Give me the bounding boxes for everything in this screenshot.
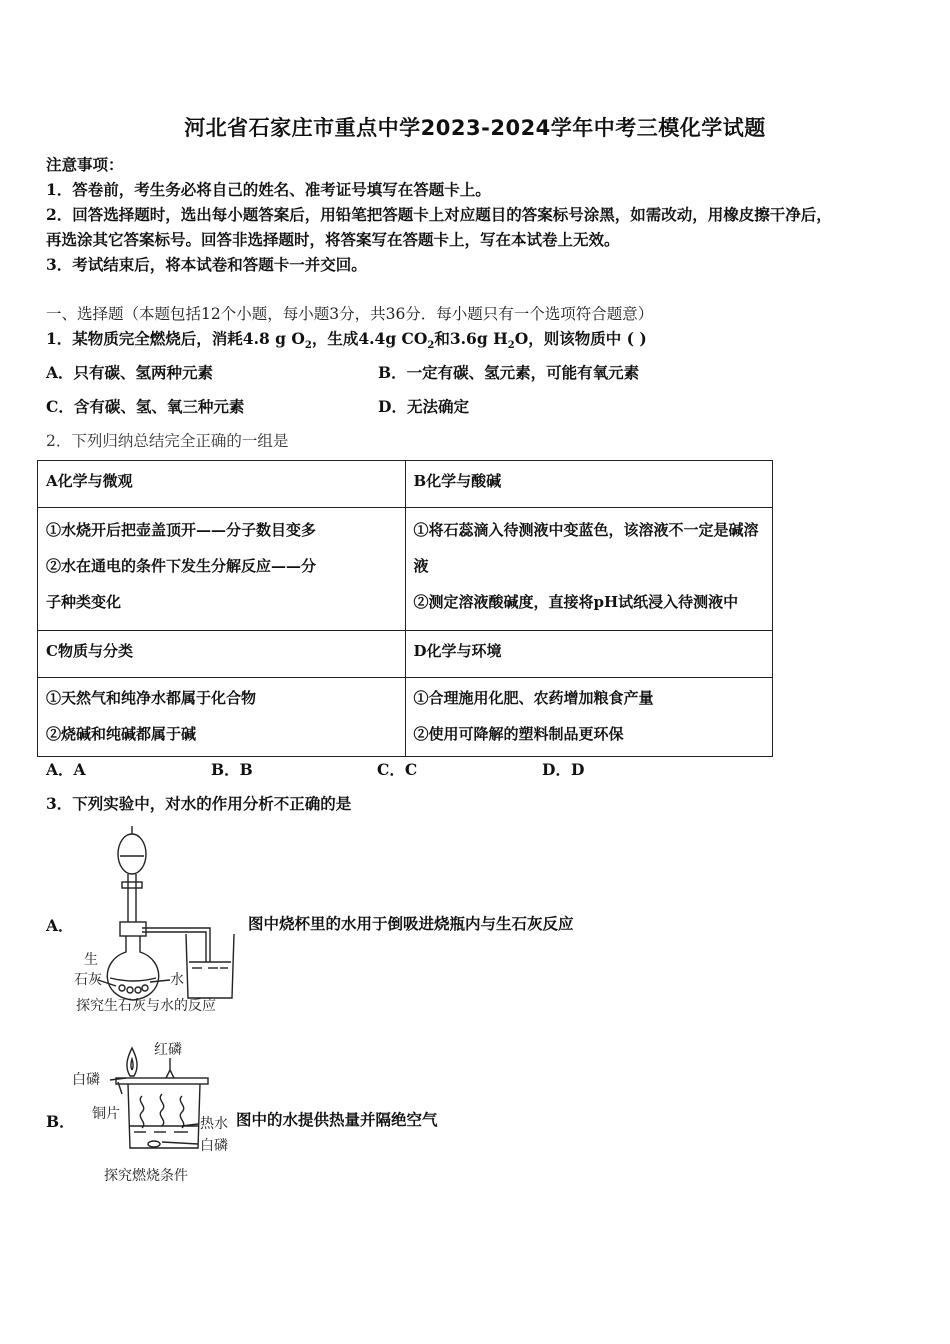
fig-a-label-sheng: 生 [84, 952, 98, 968]
fig-b-label-bailin-top: 白磷 [72, 1072, 100, 1088]
section-heading: 一、选择题（本题包括12个小题，每小题3分，共36分．每小题只有一个选项符合题意） [46, 305, 654, 323]
q3-stem: 3．下列实验中，对水的作用分析不正确的是 [46, 794, 352, 813]
q1-option-d: D．无法确定 [378, 397, 469, 416]
fig-b-label-bailin-bottom: 白磷 [200, 1138, 228, 1154]
q2-c-line-1: ①天然气和纯净水都属于化合物 [46, 689, 257, 707]
q2-b-line-1: ①将石蕊滴入待测液中变蓝色，该溶液不一定是碱溶 [413, 521, 759, 539]
q2-option-b: B．B [211, 760, 253, 779]
fig-a-label-shui: 水 [170, 972, 184, 988]
q2-a-line-2: ②水在通电的条件下发生分解反应——分 [46, 557, 317, 575]
notice-heading: 注意事项： [46, 155, 124, 174]
q3-option-b-label: B． [46, 1112, 75, 1131]
q2-cell-d-body [405, 678, 773, 757]
fig-a-label-shihui: 石灰 [74, 972, 102, 988]
q1-option-c: C．含有碳、氢、氧三种元素 [46, 397, 245, 416]
q3-figure-a-apparatus [70, 822, 250, 1018]
q2-a-line-1: ①水烧开后把壶盖顶开——分子数目变多 [46, 521, 317, 539]
q2-cell-a-body [38, 508, 406, 631]
q2-c-line-2: ②烧碱和纯碱都属于碱 [46, 725, 197, 743]
q2-cell-b-body [405, 508, 773, 631]
q1-option-b: B．一定有碳、氢元素，可能有氧元素 [378, 363, 640, 382]
notice-item-3: 3．考试结束后，将本试卷和答题卡一并交回。 [46, 255, 367, 274]
q2-cell-c-body [38, 678, 406, 757]
notice-item-2-cont: 再选涂其它答案标号。回答非选择题时，将答案写在答题卡上，写在本试卷上无效。 [46, 230, 620, 249]
notice-item-1: 1．答卷前，考生务必将自己的姓名、准考证号填写在答题卡上。 [46, 180, 491, 199]
q2-cell-c-head: C物质与分类 [38, 631, 406, 678]
fig-b-label-honglin: 红磷 [154, 1042, 182, 1058]
q1-stem: 1．某物质完全燃烧后，消耗4.8 g $O_2$，生成4.4g $CO_2$和3.6g $H_2O$，则该物质中 ( ) [46, 329, 647, 352]
q2-option-c: C．C [377, 760, 418, 779]
page-title: 河北省石家庄市重点中学2023-2024学年中考三模化学试题 [184, 116, 766, 140]
q3-figure-b-apparatus [70, 1036, 236, 1186]
q2-table [37, 460, 773, 757]
q2-b-line-2: 液 [413, 557, 429, 575]
q2-a-line-3: 子种类变化 [46, 593, 122, 611]
q2-cell-b-head: B化学与酸碱 [405, 461, 773, 508]
fig-a-caption: 探究生石灰与水的反应 [76, 998, 216, 1014]
q2-cell-d-head: D化学与环境 [405, 631, 773, 678]
q2-d-line-2: ②使用可降解的塑料制品更环保 [413, 725, 624, 743]
fig-b-caption: 探究燃烧条件 [104, 1168, 188, 1184]
q2-b-line-3: ②测定溶液酸碱度，直接将pH试纸浸入待测液中 [413, 593, 739, 611]
apparatus-b-drawing [110, 1048, 208, 1148]
q3-option-a-label: A． [46, 916, 74, 935]
q3-option-b-text: 图中的水提供热量并隔绝空气 [236, 1110, 438, 1129]
apparatus-a-drawing [98, 826, 234, 1000]
notice-item-2: 2．回答选择题时，选出每小题答案后，用铅笔把答题卡上对应题目的答案标号涂黑，如需改动，用橡皮擦干净后， [46, 205, 832, 224]
fig-b-label-tongpian: 铜片 [92, 1106, 120, 1122]
q2-d-line-1: ①合理施用化肥、农药增加粮食产量 [413, 689, 654, 707]
q2-stem: 2．下列归纳总结完全正确的一组是 [46, 432, 289, 450]
q2-cell-a-head: A化学与微观 [38, 461, 406, 508]
fig-b-label-reshui: 热水 [200, 1116, 228, 1132]
q3-option-a-text: 图中烧杯里的水用于倒吸进烧瓶内与生石灰反应 [248, 914, 574, 933]
q2-option-a: A．A [46, 760, 86, 779]
q1-option-a: A．只有碳、氢两种元素 [46, 363, 214, 382]
q2-option-d: D．D [542, 760, 585, 779]
